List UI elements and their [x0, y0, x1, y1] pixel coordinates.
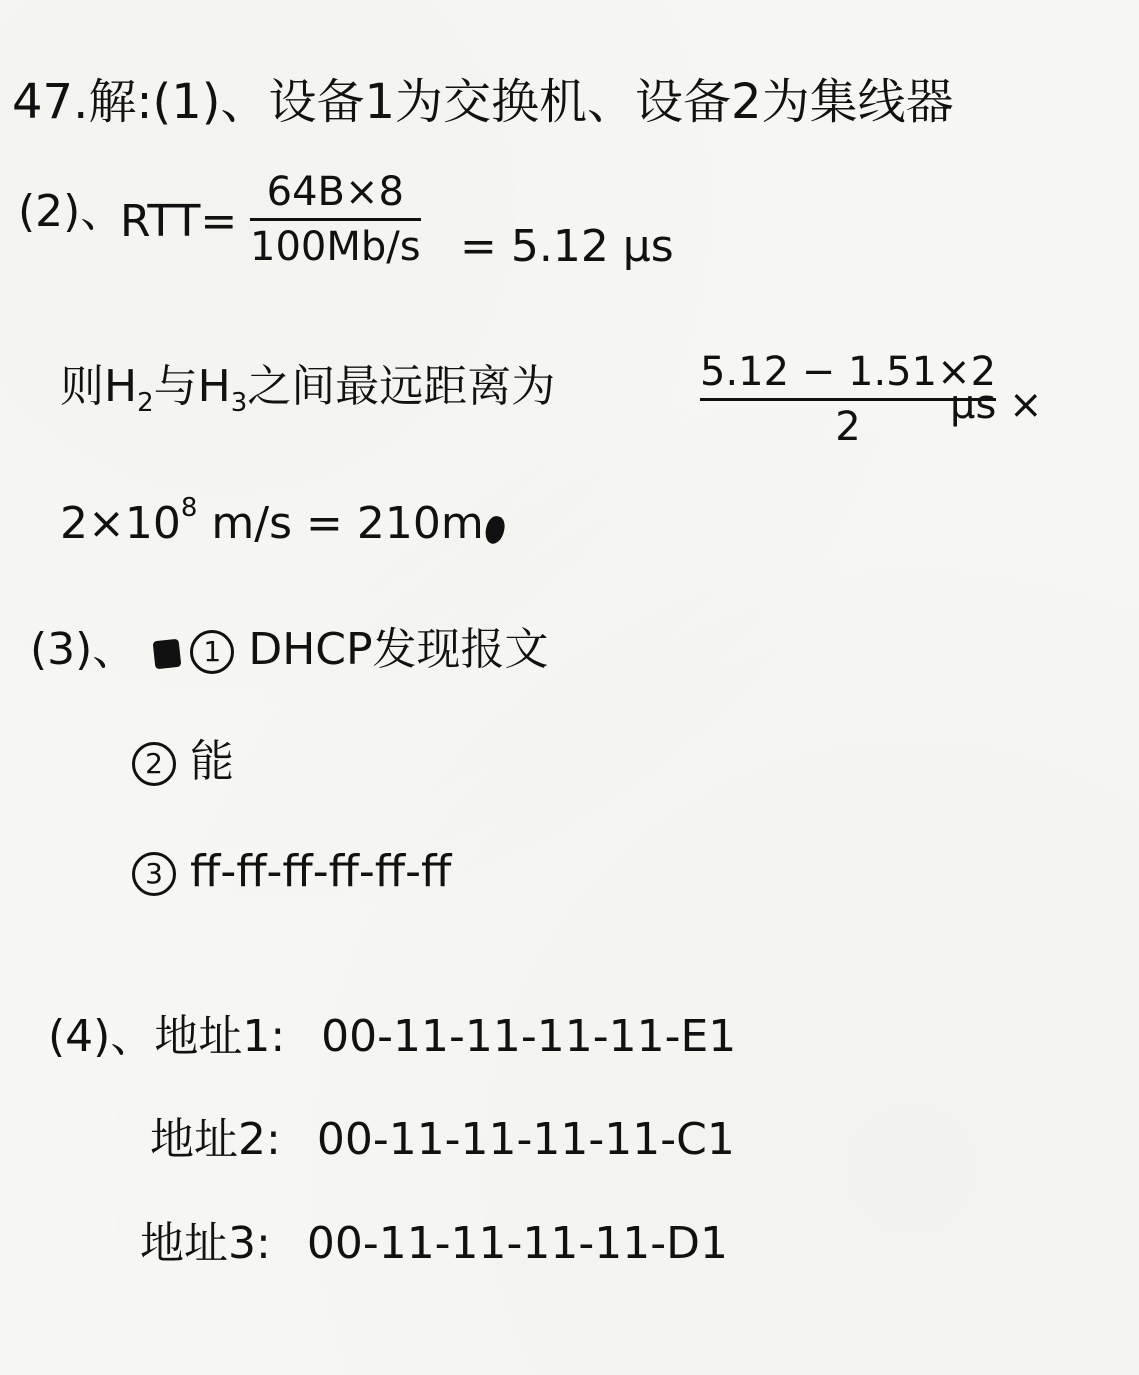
speed-result: m/s = 210m	[197, 498, 484, 549]
q3-label: (3)、	[30, 624, 137, 675]
circled-number-1: 1	[190, 630, 234, 674]
can-text: 能	[190, 736, 234, 787]
address-1-label: 地址1:	[154, 1011, 286, 1062]
q3-row-2	[132, 736, 234, 787]
q4-label: (4)、	[48, 1011, 155, 1062]
distance-unit: μs ×	[950, 382, 1043, 428]
address-3-label: 地址3:	[140, 1218, 271, 1269]
distance-prefix: 则H	[60, 361, 138, 412]
address-1-value: 00-11-11-11-11-E1	[321, 1011, 737, 1062]
question-47-header: 47.解:(1)、设备1为交换机、设备2为集线器	[12, 74, 954, 130]
q2-label: (2)、	[18, 186, 125, 237]
address-2-value: 00-11-11-11-11-C1	[316, 1114, 735, 1165]
rtt-result: = 5.12 μs	[460, 221, 674, 272]
answer-line-1	[12, 74, 954, 130]
distance-line	[60, 361, 556, 418]
q4-row-2	[150, 1114, 735, 1165]
fraction-bar	[250, 218, 421, 221]
rtt-fraction	[250, 169, 421, 270]
address-2-label: 地址2:	[150, 1114, 281, 1165]
q3-row-3	[132, 846, 452, 897]
rtt-denominator: 100Mb/s	[250, 224, 421, 270]
speed-line	[60, 493, 504, 549]
crossed-out-mark	[153, 639, 182, 670]
distance-denominator: 2	[835, 404, 861, 450]
q3-row-1	[30, 624, 549, 675]
q4-row-3	[140, 1218, 729, 1269]
speed-base: 2×10	[60, 498, 181, 549]
rtt-numerator: 64B×8	[266, 169, 404, 215]
distance-mid: 与H	[153, 361, 231, 412]
q4-row-1	[48, 1011, 737, 1062]
speed-exponent: 8	[180, 493, 198, 523]
host-subscript-2: 2	[137, 388, 154, 418]
host-subscript-3: 3	[230, 388, 248, 418]
rtt-label: RTT=	[120, 196, 238, 247]
broadcast-mac-text: ff-ff-ff-ff-ff-ff	[190, 846, 452, 897]
circled-number-2: 2	[132, 742, 176, 786]
address-3-value: 00-11-11-11-11-D1	[306, 1218, 729, 1269]
ink-blot	[483, 514, 506, 545]
distance-numerator: 5.12 − 1.51×2	[700, 349, 997, 395]
distance-text: 之间最远距离为	[247, 361, 556, 412]
circled-number-3: 3	[132, 852, 176, 896]
dhcp-discover-text: DHCP发现报文	[248, 624, 549, 675]
